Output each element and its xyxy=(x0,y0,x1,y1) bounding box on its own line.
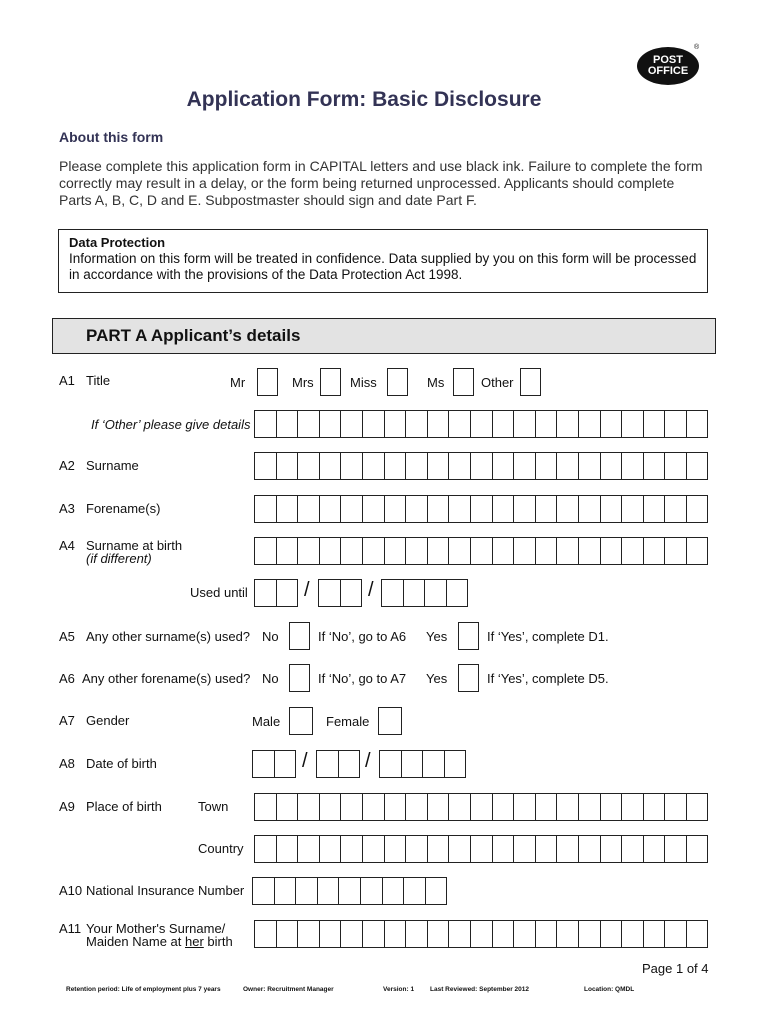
a11-label-pre: Maiden Name at xyxy=(86,934,185,949)
title-ms-checkbox[interactable] xyxy=(453,368,474,396)
used-until-day-field[interactable] xyxy=(254,579,298,607)
a6-no-label: No xyxy=(262,671,279,686)
a5-no-checkbox[interactable] xyxy=(289,622,310,650)
country-label: Country xyxy=(198,841,244,856)
a5-yes-label: Yes xyxy=(426,629,448,644)
a10-number: A10 xyxy=(59,883,83,898)
part-a-heading: PART A Applicant’s details xyxy=(86,326,301,345)
data-protection-heading: Data Protection xyxy=(69,235,166,250)
title-other-checkbox[interactable] xyxy=(520,368,541,396)
a1-number: A1 xyxy=(59,373,75,388)
dob-month-field[interactable] xyxy=(316,750,360,778)
a11-label-line-1: Your Mother's Surname/ xyxy=(86,921,226,936)
data-protection-box xyxy=(58,229,708,293)
used-until-separator-2: / xyxy=(368,579,374,601)
a9-label: Place of birth xyxy=(86,799,162,814)
town-label: Town xyxy=(198,799,229,814)
town-field[interactable] xyxy=(254,793,708,821)
used-until-year-field[interactable] xyxy=(381,579,468,607)
a4-sub-label: (if different) xyxy=(86,551,152,566)
logo-line-2: OFFICE xyxy=(647,65,689,77)
a11-number: A11 xyxy=(59,921,82,936)
a8-label: Date of birth xyxy=(86,756,157,771)
post-office-logo xyxy=(637,47,699,85)
a5-yes-checkbox[interactable] xyxy=(458,622,479,650)
about-heading: About this form xyxy=(59,129,164,145)
other-details-label: If ‘Other’ please give details xyxy=(91,417,251,432)
a4-label: Surname at birth xyxy=(86,538,183,553)
a6-label: Any other forename(s) used? xyxy=(82,671,251,686)
a11-label-line-2 xyxy=(86,934,233,949)
title-mrs-checkbox[interactable] xyxy=(320,368,341,396)
title-miss-label: Miss xyxy=(350,375,377,390)
dob-separator-1: / xyxy=(302,750,308,772)
used-until-separator-1: / xyxy=(304,579,310,601)
footer-retention: Retention period: Life of employment plus 7 years xyxy=(66,986,221,993)
a8-number: A8 xyxy=(59,756,75,771)
a7-number: A7 xyxy=(59,713,75,728)
title-mr-label: Mr xyxy=(230,375,246,390)
a1-label: Title xyxy=(86,373,111,388)
a6-no-checkbox[interactable] xyxy=(289,664,310,692)
data-protection-text: Information on this form will be treated in confidence. Data supplied by you on this form will be processed in accordance with the provisions of the Data Protection Act 1998. xyxy=(69,251,697,282)
country-field[interactable] xyxy=(254,835,708,863)
used-until-label: Used until xyxy=(190,585,248,600)
footer-owner: Owner: Recruitment Manager xyxy=(243,986,334,993)
a2-label: Surname xyxy=(86,458,139,473)
a5-no-note: If ‘No’, go to A6 xyxy=(318,629,407,644)
a9-number: A9 xyxy=(59,799,75,814)
gender-female-checkbox[interactable] xyxy=(378,707,402,735)
dob-year-field[interactable] xyxy=(379,750,466,778)
dob-separator-2: / xyxy=(365,750,371,772)
title-ms-label: Ms xyxy=(427,375,445,390)
a5-label: Any other surname(s) used? xyxy=(86,629,251,644)
about-text: Please complete this application form in CAPITAL letters and use black ink. Failure to complete the form correctly may result in a delay, or the form being returned unprocessed. Applicants should complete Parts A, B, C, D and E. Subpostmaster should sign and date Part F. xyxy=(59,158,703,208)
surname-at-birth-field[interactable] xyxy=(254,537,708,565)
a6-number: A6 xyxy=(59,671,75,686)
a4-number: A4 xyxy=(59,538,75,553)
footer-location: Location: QMDL xyxy=(584,986,635,993)
a5-yes-note: If ‘Yes’, complete D1. xyxy=(487,629,609,644)
title-mr-checkbox[interactable] xyxy=(257,368,278,396)
a7-label: Gender xyxy=(86,713,130,728)
a6-yes-note: If ‘Yes’, complete D5. xyxy=(487,671,609,686)
used-until-month-field[interactable] xyxy=(318,579,362,607)
a6-yes-label: Yes xyxy=(426,671,448,686)
gender-female-label: Female xyxy=(326,714,370,729)
title-miss-checkbox[interactable] xyxy=(387,368,408,396)
a5-number: A5 xyxy=(59,629,75,644)
a3-number: A3 xyxy=(59,501,75,516)
other-details-field[interactable] xyxy=(254,410,708,438)
ni-number-field[interactable] xyxy=(252,877,447,905)
surname-field[interactable] xyxy=(254,452,708,480)
page-title: Application Form: Basic Disclosure xyxy=(186,88,542,111)
a2-number: A2 xyxy=(59,458,75,473)
a11-label-her: her xyxy=(185,934,204,949)
a5-no-label: No xyxy=(262,629,279,644)
a6-no-note: If ‘No’, go to A7 xyxy=(318,671,407,686)
forenames-field[interactable] xyxy=(254,495,708,523)
footer-version: Version: 1 xyxy=(383,986,415,993)
gender-male-checkbox[interactable] xyxy=(289,707,313,735)
a6-yes-checkbox[interactable] xyxy=(458,664,479,692)
a11-label-post: birth xyxy=(203,934,233,949)
registered-mark: ® xyxy=(694,44,700,51)
page-number: Page 1 of 4 xyxy=(642,961,709,976)
title-mrs-label: Mrs xyxy=(292,375,314,390)
gender-male-label: Male xyxy=(252,714,281,729)
part-a-header xyxy=(52,318,716,354)
mothers-maiden-name-field[interactable] xyxy=(254,920,708,948)
a3-label: Forename(s) xyxy=(86,501,161,516)
footer-last-reviewed: Last Reviewed: September 2012 xyxy=(430,986,529,993)
a10-label: National Insurance Number xyxy=(86,883,245,898)
title-other-label: Other xyxy=(481,375,514,390)
logo-line-1: POST xyxy=(653,54,683,66)
dob-day-field[interactable] xyxy=(252,750,296,778)
